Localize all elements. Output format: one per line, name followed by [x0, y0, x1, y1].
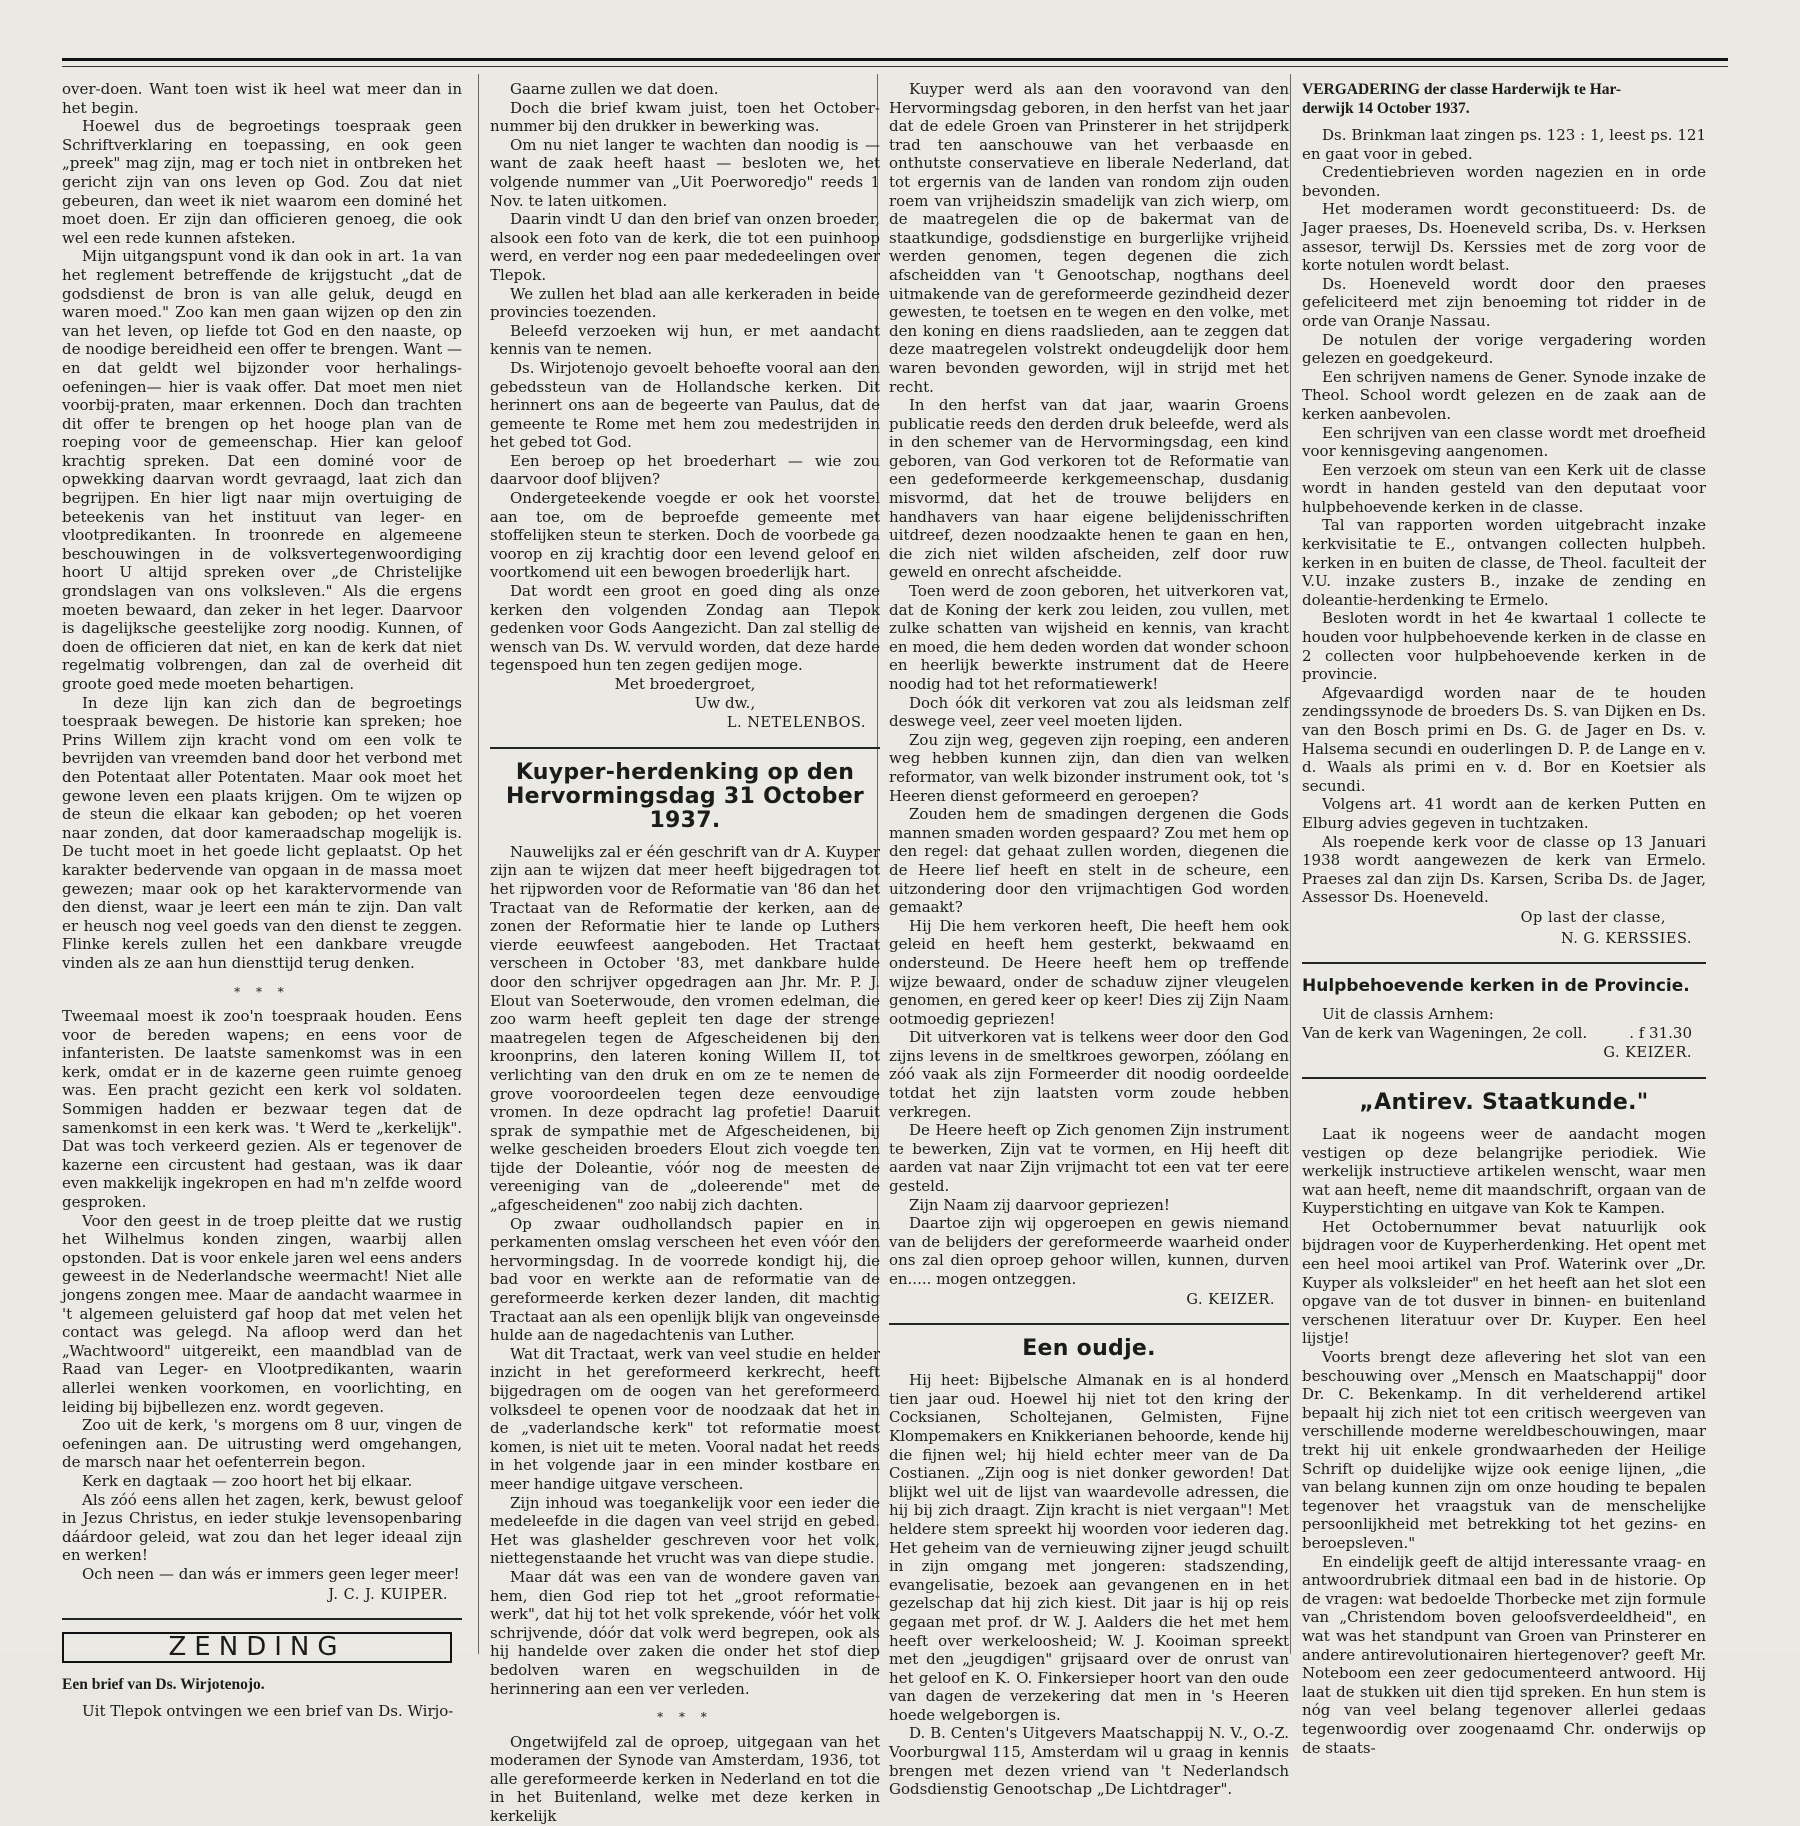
signature-kerssies: N. G. KERSSIES.	[1560, 930, 1692, 947]
paragraph: Het Octobernummer bevat natuurlijk ook bijdragen voor de Kuyperherdenking. Het opent met een heel mooi artikel van Prof. Waterink over „Dr. Kuyper als volksleider" en het heeft aan het slot een opgave van de tot dusver in binnen- en buitenland verschenen literatuur over Dr. Kuyper. Een heel lijstje!	[1302, 1217, 1706, 1348]
section-stars: * * *	[657, 1710, 713, 1725]
paragraph: Als zóó eens allen het zagen, kerk, bewust geloof in Jezus Christus, en ieder stukje levensopenbaring dáárdoor geleid, wat zou dan het leger ideaal zijn en werken!	[62, 1490, 462, 1565]
antirev-staatkunde-title: „Antirev. Staatkunde."	[1359, 1089, 1649, 1115]
paragraph: Hij heet: Bijbelsche Almanak en is al honderd tien jaar oud. Hoewel hij niet tot den kring der Cocksianen, Scholtejanen, Gelmisten, Fijne Klompemakers en Knikkerianen behoorde, kende hij die fijnen wel; hij hield echter meer van de Da Costianen. „Zijn oog is niet donker geworden! Dat blijkt wel uit de lijst van waardevolle adressen, die hij bij zich draagt. Zijn kracht is niet vergaan"! Met heldere stem spreekt hij woorden voor iederen dag. Het geheim van de vernieuwing zijner jeugd schuilt in zijn omgang met jongeren: stadszending, evangelisatie, bezoek aan gevangenen en in het gezelschap dat hij zich kiest. Dit jaar is hij op reis gegaan met prof. dr W. J. Aalders die het met hem heeft over werkeloosheid; W. J. Kooiman spreekt met den „jeugdigen" grijsaard over de onrust van het geloof en K. O. Finkersieper hoort van den oude van dagen de verzekering dat men in 's Heeren hoede welgeborgen is.	[889, 1371, 1289, 1724]
paragraph: Daarin vindt U dan den brief van onzen broeder, alsook een foto van de kerk, die tot een puinhoop werd, en verder nog een paar mededeelingen over Tlepok.	[490, 210, 880, 284]
paragraph: Uit Tlepok ontvingen we een brief van Ds. Wirjo-	[82, 1701, 454, 1720]
signature-kuiper: J. C. J. KUIPER.	[328, 1586, 448, 1603]
paragraph: In den herfst van dat jaar, waarin Groens publicatie reeds den derden druk beleefde, werd als in den schemer van de Hervormingsdag, een kind geboren, van God verkoren tot de Reformatie van een gedeformeerde kerkgemeenschap, dusdanig misvormd, dat het de trouwe belijders en handhavers van haar eigene belijdenisschriften uitdreef, dezen noodzaakte henen te gaan en hen, die zich niet wilden afscheiden, zelf door ruw geweld en onrecht afscheidde.	[889, 396, 1289, 582]
section-stars: * * *	[234, 984, 290, 999]
paragraph: Zoo uit de kerk, 's morgens om 8 uur, vingen de oefeningen aan. De uitrusting werd omgehangen, de marsch naar het oefenterrein begon.	[62, 1416, 462, 1472]
paragraph: Een schrijven van een classe wordt met droefheid voor kennisgeving aangenomen.	[1302, 423, 1706, 461]
paragraph: Voorts brengt deze aflevering het slot van een beschouwing over „Mensch en Maatschappij" door Dr. C. Bekenkamp. In dit verhelderend artikel bepaalt hij zich niet tot een critisch weergeven van verschillende moderne wereldbeschouwingen, maar trekt hij uit enkele grondwaarheden der Heilige Schrift op duidelijke wijze ook eenige lijnen, „die van belang kunnen zijn om onze houding te bepalen tegenover het vraagstuk van de menschelijke persoonlijkheid met betrekking tot het gezins- en beroepsleven."	[1302, 1348, 1706, 1552]
paragraph: De notulen der vorige vergadering worden gelezen en goedgekeurd.	[1302, 330, 1706, 368]
collection-row	[1302, 1024, 1706, 1043]
vergadering-title-line1: VERGADERING der classe Harderwijk te Har-	[1302, 81, 1621, 98]
separator	[889, 1323, 1289, 1325]
paragraph: Op zwaar oudhollandsch papier en in perkamenten omslag verscheen het even vóór den hervormingsdag. In de voorrede kondigt hij, die bad voor en werkte aan de reformatie van de gereformeerde kerken dezer landen, dit machtig Tractaat aan als een openlijk blijk van ongeveinsde hulde aan de nagedachtenis van Luther.	[490, 1214, 880, 1345]
top-rule	[62, 58, 1728, 61]
paragraph: Voor den geest in de troep pleitte dat we rustig het Wilhelmus konden zingen, waarbij allen opstonden. Dat is voor enkele jaren wel eens anders geweest in de Nederlandsche weermacht! Niet alle jongens zongen mee. Maar de aandacht waarmee in 't algemeen geluisterd gaf hoop dat met velen het contact was gelegd. Na afloop werd dan het „Wachtwoord" uitgereikt, een maandblad van de Raad van Leger- en Vlootpredikanten, waarin allerlei wenken voorkomen, en voorlichting, en leiding bij bijbellezen enz. wordt gegeven.	[62, 1211, 462, 1416]
paragraph: Ongetwijfeld zal de oproep, uitgegaan van het moderamen der Synode van Amsterdam, 1936, tot alle gereformeerde kerken in Nederland en tot die in het Buitenland, welke met deze kerken in kerkelijk	[490, 1732, 880, 1826]
paragraph: Zijn Naam zij daarvoor gepriezen!	[909, 1195, 1170, 1214]
paragraph: En eindelijk geeft de altijd interessante vraag- en antwoordrubriek ditmaal een bad in de historie. Op de vragen: wat bedoelde Thorbecke met zijn formule van „Christendom boven geloofsverdeeldheid", en wat was het standpunt van Groen van Prinsterer en andere antirevolutionairen hiertegenover? geeft Mr. Noteboom een zeer gedocumenteerd antwoord. Hij laat de stukken uit dien tijd spreken. En hun stem is nóg van veel belang tegenover allerlei gedaas tegenwoordig over zoogenaamd Chr. onderwijs op de staats-	[1302, 1552, 1706, 1757]
brief-title: Een brief van Ds. Wirjotenojo.	[62, 1675, 265, 1693]
separator	[1302, 962, 1706, 964]
paragraph: Nauwelijks zal er één geschrift van dr A. Kuyper zijn aan te wijzen dat meer heeft bijgedragen tot het rijpworden voor de Reformatie van '86 dan het Tractaat van de Reformatie der kerken, aan de zonen der Reformatie hier te lande op Luthers vierde eeuwfeest aangeboden. Het Tractaat verscheen in October '83, met dankbare hulde door den schrijver opgedragen aan Jhr. Mr. P. J. Elout van Soeterwoude, den vromen edelman, die zoo warm heeft gepleit ten dage der strenge maatregelen tegen de Afgescheidenen bij den kroonprins, den lateren koning Willem II, tot verlichting van den druk en om ze te nemen de grove vooroordeelen tegen deze eenvoudige vromen. In deze opdracht lag profetie! Daaruit sprak de sympathie met de Afgescheidenen, bij welke gescheiden broeders Elout zich voegde ten tijde der Doleantie, vóór nog de meesten de vereeniging van de „doleerende" met de „afgescheidenen" zoo nabij zich dachten.	[490, 842, 880, 1215]
paragraph: Kerk en dagtaak — zoo hoort het bij elkaar.	[82, 1471, 413, 1490]
column-1	[62, 80, 462, 1720]
hulpbehoevende-title: Hulpbehoevende kerken in de Provincie.	[1302, 976, 1690, 997]
paragraph: Besloten wordt in het 4e kwartaal 1 collecte te houden voor hulpbehoevende kerken in de classe en 2 collecten voor hulpbehoevende kerken in de provincie.	[1302, 609, 1706, 684]
paragraph: Een verzoek om steun van een Kerk uit de classe wordt in handen gesteld van den deputaat voor hulpbehoevende kerken in de classe.	[1302, 460, 1706, 516]
paragraph: Daartoe zijn wij opgeroepen en gewis niemand van de belijders der gereformeerde waarheid onder ons zal dien oproep gehoor willen, kunnen, durven en..... mogen ontzeggen.	[889, 1214, 1289, 1288]
paragraph: Hoewel dus de begroetings toespraak geen Schriftverklaring en toepassing, en ook geen „preek" mag zijn, mag er toch niet in ontbreken het gericht zijn van ons leven op God. Zou dat niet gebeuren, dan weet ik niet waarom een dominé het moet doen. Er zijn dan officieren genoeg, die ook wel een rede kunnen afsteken.	[62, 117, 462, 247]
paragraph: Ds. Hoeneveld wordt door den praeses gefeliciteerd met zijn benoeming tot ridder in de orde van Oranje Nassau.	[1302, 274, 1706, 330]
paragraph: Om nu niet langer te wachten dan noodig is — want de zaak heeft haast — besloten we, het volgende nummer van „Uit Poerworedjo" reeds 1 Nov. te laten uitkomen.	[490, 135, 880, 210]
paragraph: Tal van rapporten worden uitgebracht inzake kerkvisitatie te E., ontvangen collecten hulpbeh. kerken in en buiten de classe, de Theol. faculteit der V.U. inzake zusters B., inzake de zending en doleantie-herdenking te Ermelo.	[1302, 516, 1706, 609]
een-oudje-title: Een oudje.	[1022, 1336, 1156, 1362]
separator	[1302, 1077, 1706, 1079]
paragraph: Hij Die hem verkoren heeft, Die heeft hem ook geleid en heeft hem gesterkt, bekwaamd en ondersteund. De Heere heeft hem op treffende wijze bewaard, onder de schaduw zijner vleugelen genomen, en gered keer op keer! Dies zij Zijn Naam ootmoedig gepriezen!	[889, 916, 1289, 1028]
paragraph: We zullen het blad aan alle kerkeraden in beide provincies toezenden.	[490, 284, 880, 322]
separator	[62, 1618, 462, 1620]
signature-keizer-2: G. KEIZER.	[1603, 1045, 1692, 1062]
paragraph: Uit de classis Arnhem:	[1322, 1005, 1494, 1024]
paragraph: Ds. Wirjotenojo gevoelt behoefte vooral aan den gebedssteun van de Hollandsche kerken. Dit herinnert ons aan de begeerte van Paulus, dat de gemeente te Rome met hem zou medestrijden in het gebed tot God.	[490, 358, 880, 452]
paragraph: De Heere heeft op Zich genomen Zijn instrument te bewerken, Zijn vat te vormen, en Hij heeft dit aarden vat naar Zijn vrijmacht tot een vat ter eere gesteld.	[889, 1121, 1289, 1196]
paragraph: over-doen. Want toen wist ik heel wat meer dan in het begin.	[62, 80, 462, 117]
paragraph: Als roepende kerk voor de classe op 13 Januari 1938 wordt aangewezen de kerk van Ermelo. Praeses zal dan zijn Ds. Karsen, Scriba Ds. de Jager, Assessor Ds. Hoeneveld.	[1302, 832, 1706, 907]
paragraph: Kuyper werd als aan den vooravond van den Hervormingsdag geboren, in den herfst van het jaar dat de edele Groen van Prinsterer in het strijdperk trad ten aanschouwe van het verbaasde en onthutste conservatieve en liberale Nederland, dat tot ergernis van de landen van rondom zijn ouden roem van vrijheidszin smadelijk van zich wierp, om de maatregelen die op de bakermat van de staatkundige, godsdienstige en burgerlijke vrijheid werden genomen, tegen degenen die zich afscheidden van 't Genootschap, nogthans deel uitmakende van de gereformeerde gezindheid dezer gewesten, te toetsen en te wegen en den volke, met den koning en diens raadslieden, aan te zeggen dat deze maatregelen volstrekt ondeugdelijk door hem waren bevonden geworden, wijl in strijd met het recht.	[889, 80, 1289, 396]
kuyper-herdenking-title: Kuyper-herdenking op den Hervormingsdag 31 October 1937.	[505, 759, 865, 833]
paragraph: Volgens art. 41 wordt aan de kerken Putten en Elburg advies gegeven in tuchtzaken.	[1302, 795, 1706, 832]
paragraph: Zijn inhoud was toegankelijk voor een ieder die medeleefde in die dagen van veel strijd en gebed. Het was glashelder geschreven voor het volk, niettegenstaande het vrucht was van diepe studie.	[490, 1493, 880, 1568]
paragraph: Zouden hem de smadingen dergenen die Gods mannen smaden worden gespaard? Zou met hem op den regel: dat gehaat zullen worden, diegenen die de Heere lief heeft en stelt in de scheure, een uitzondering door den vrijmachtigen God worden gemaakt?	[889, 805, 1289, 917]
paragraph: Doch óók dit verkoren vat zou als leidsman zelf deswege veel, zeer veel moeten lijden.	[889, 693, 1289, 731]
collection-amount: . f 31.30	[1629, 1023, 1692, 1042]
paragraph: Mijn uitgangspunt vond ik dan ook in art. 1a van het reglement betreffende de krijgstucht „dat de godsdienst de bron is van alle geluk, deugd en waren moed." Zoo kan men gaan wijzen op den zin van het leven, op liefde tot God en den naaste, op de noodige bereidheid een offer te brengen. Want — en dat geldt wel bijzonder voor herhalings-oefeningen— hier is vaak offer. Dat moet men niet voorbij-praten, maar erkennen. Doch dan trachten dit offer te brengen op het hooge plan van de roeping voor de gemeenschap. Hier kan geloof krachtig spreken. Dat een dominé voor de opwekking daarvan wordt gevraagd, laat zich dan begrijpen. En hier ligt naar mijn overtuiging de beteekenis van het instituut van leger- en vlootpredikanten. In troonrede en algemeene beschouwingen in de volksvertegenwoordiging hoort U altijd spreken over „de Christelijke grondslagen van ons volksleven." Als die ergens moeten bewaard, dan zeker in het leger. Daarvoor is dagelijksche geestelijke zorg noodig. Kunnen, of doen de officieren dat niet, en kan de kerk dat niet regelmatig volbrengen, dan zal de overheid dit groote goed mede moeten behartigen.	[62, 247, 462, 693]
signature-keizer: G. KEIZER.	[1186, 1291, 1275, 1308]
paragraph: Doch die brief kwam juist, toen het October-nummer bij den drukker in bewerking was.	[490, 98, 880, 136]
paragraph: Wat dit Tractaat, werk van veel studie en helder inzicht in het gereformeerd kerkrecht, heeft bijgedragen om de oogen van het gereformeerd volksdeel te openen voor de noodzaak dat het in de „vaderlandsche kerk" tot reformatie moest komen, is niet uit te meten. Vooral nadat het reeds in het volgende jaar in een minder kostbare en meer handige uitgave verscheen.	[490, 1344, 880, 1493]
paragraph: Een beroep op het broederhart — wie zou daarvoor doof blijven?	[490, 451, 880, 489]
zending-heading: ZENDING	[62, 1632, 452, 1663]
paragraph: Credentiebrieven worden nagezien en in orde bevonden.	[1302, 163, 1706, 200]
separator	[490, 747, 880, 749]
column-3	[877, 80, 1289, 1799]
paragraph: Toen werd de zoon geboren, het uitverkoren vat, dat de Koning der kerk zou leiden, zou vullen, met zulke schatten van wijsheid en kennis, van kracht en moed, die hem deden worden dat wonder schoon en heerlijk bewerkte instrument dat de Heere noodig had tot het reformatiewerk!	[889, 582, 1289, 693]
paragraph: Beleefd verzoeken wij hun, er met aandacht kennis van te nemen.	[490, 321, 880, 359]
paragraph: Gaarne zullen we dat doen.	[510, 80, 719, 98]
paragraph: Maar dát was een van de wondere gaven van hem, dien God riep tot het „groot reformatie-werk", dat hij tot het volk sprekende, vóór het volk schrijvende, dóór dat volk werd begrepen, ook als hij handelde over zaken die onder het stof diep bedolven waren en wegschuilden in de herinnering aan een ver verleden.	[490, 1567, 880, 1698]
paragraph: Ds. Brinkman laat zingen ps. 123 : 1, leest ps. 121 en gaat voor in gebed.	[1302, 126, 1706, 163]
paragraph: Dit uitverkoren vat is telkens weer door den God zijns levens in de smeltkroes geworpen, zóólang en zóó vaak als zijn Formeerder dit noodig oordeelde totdat het zijn laatsten vorm zoude hebben verkregen.	[889, 1028, 1289, 1121]
paragraph: In deze lijn kan zich dan de begroetings toespraak bewegen. De historie kan spreken; hoe Prins Willem zijn kracht vond om een volk te bevrijden van vreemden band door het verbond met den Potentaat aller Potentaten. Maar ook moet het gewone leven een plaats krijgen. Om te wijzen op de steun die elkaar kan geboden; op het voeren naar zonden, dat door kameraadschap mogelijk is. De tucht moet in het goede licht geplaatst. Op het karakter bedervende van opgaan in de massa moet gewezen; maar ook op het karaktervormende van den dienst, waar je leert een mán te zijn. Dan valt er heusch nog veel goeds van den dienst te zeggen. Flinke kerels zullen het een dankbare vreugde vinden als ze aan hun diensttijd terug denken.	[62, 693, 462, 972]
paragraph: Zou zijn weg, gegeven zijn roeping, een anderen weg hebben kunnen zijn, dan dien van welken reformator, van welk bizonder instrument ook, tot 's Heeren dienst geformeerd en geroepen?	[889, 730, 1289, 805]
paragraph: Tweemaal moest ik zoo'n toespraak houden. Eens voor de bereden wapens; en eens voor de infanteristen. De laatste samenkomst was in een kerk, omdat er in de kazerne geen ruimte genoeg was. Een pracht gezicht een kerk vol soldaten. Sommigen hadden er bezwaar tegen dat de samenkomst in een kerk was. 't Werd te „kerkelijk". Dat was toch verkeerd gezien. Als er tegenover de kazerne een circustent had gestaan, was ik daar even makkelijk ingekropen en had m'n zelfde woord gesproken.	[62, 1007, 462, 1212]
column-4	[1290, 80, 1707, 1757]
paragraph: Laat ik nogeens weer de aandacht mogen vestigen op deze belangrijke periodiek. Wie werkelijk instructieve artikelen wenscht, waar men wat aan heeft, neme dit maandschrift, orgaan van de Kuyperstichting en uitgave van Kok te Kampen.	[1302, 1124, 1706, 1218]
paragraph: Ondergeteekende voegde er ook het voorstel aan toe, om de beproefde gemeente met stoffelijken steun te sterken. Doch de voorbede ga voorop en zij krachtig door een levend geloof en voortkomend uit een bewogen broederlijk hart.	[490, 489, 880, 582]
collection-label: Van de kerk van Wageningen, 2e coll.	[1302, 1023, 1588, 1042]
paragraph: Och neen — dan wás er immers geen leger meer!	[82, 1564, 460, 1583]
vergadering-closing: Op last der classe,	[1520, 909, 1666, 926]
top-rule-thin	[62, 66, 1728, 67]
closing-greeting: Met broedergroet,	[614, 675, 756, 693]
closing-yours: Uw dw.,	[694, 693, 756, 712]
paragraph: Dat wordt een groot en goed ding als onze kerken den volgenden Zondag aan Tlepok gedenken voor Gods Aangezicht. Dan zal stellig de wensch van Ds. W. vervuld worden, dat deze harde tegenspoed hun ten zegen gedijen moge.	[490, 582, 880, 675]
paragraph: Afgevaardigd worden naar de te houden zendingssynode de broeders Ds. S. van Dijken en Ds. van den Bosch primi en Ds. G. de Jager en Ds. v. Halsema secundi en ouderlingen D. P. de Lange en v. d. Waals als primi en v. d. Bor en Koetsier als secundi.	[1302, 683, 1707, 795]
paragraph: D. B. Centen's Uitgevers Maatschappij N. V., O.-Z. Voorburgwal 115, Amsterdam wil u graag in kennis brengen met dezen vriend van 't Nederlandsch Godsdienstig Genootschap „De Lichtdrager".	[889, 1724, 1289, 1799]
column-2	[478, 80, 880, 1826]
vergadering-title-line2: derwijk 14 October 1937.	[1302, 100, 1470, 117]
paragraph: Een schrijven namens de Gener. Synode inzake de Theol. School wordt gelezen en de zaak aan de kerken aanbevolen.	[1302, 367, 1706, 423]
paragraph: Het moderamen wordt geconstitueerd: Ds. de Jager praeses, Ds. Hoeneveld scriba, Ds. v. Herksen assesor, terwijl Ds. Kerssies met de zorg voor de korte notulen wordt belast.	[1302, 200, 1706, 275]
signature-netelenbos: L. NETELENBOS.	[726, 715, 866, 732]
